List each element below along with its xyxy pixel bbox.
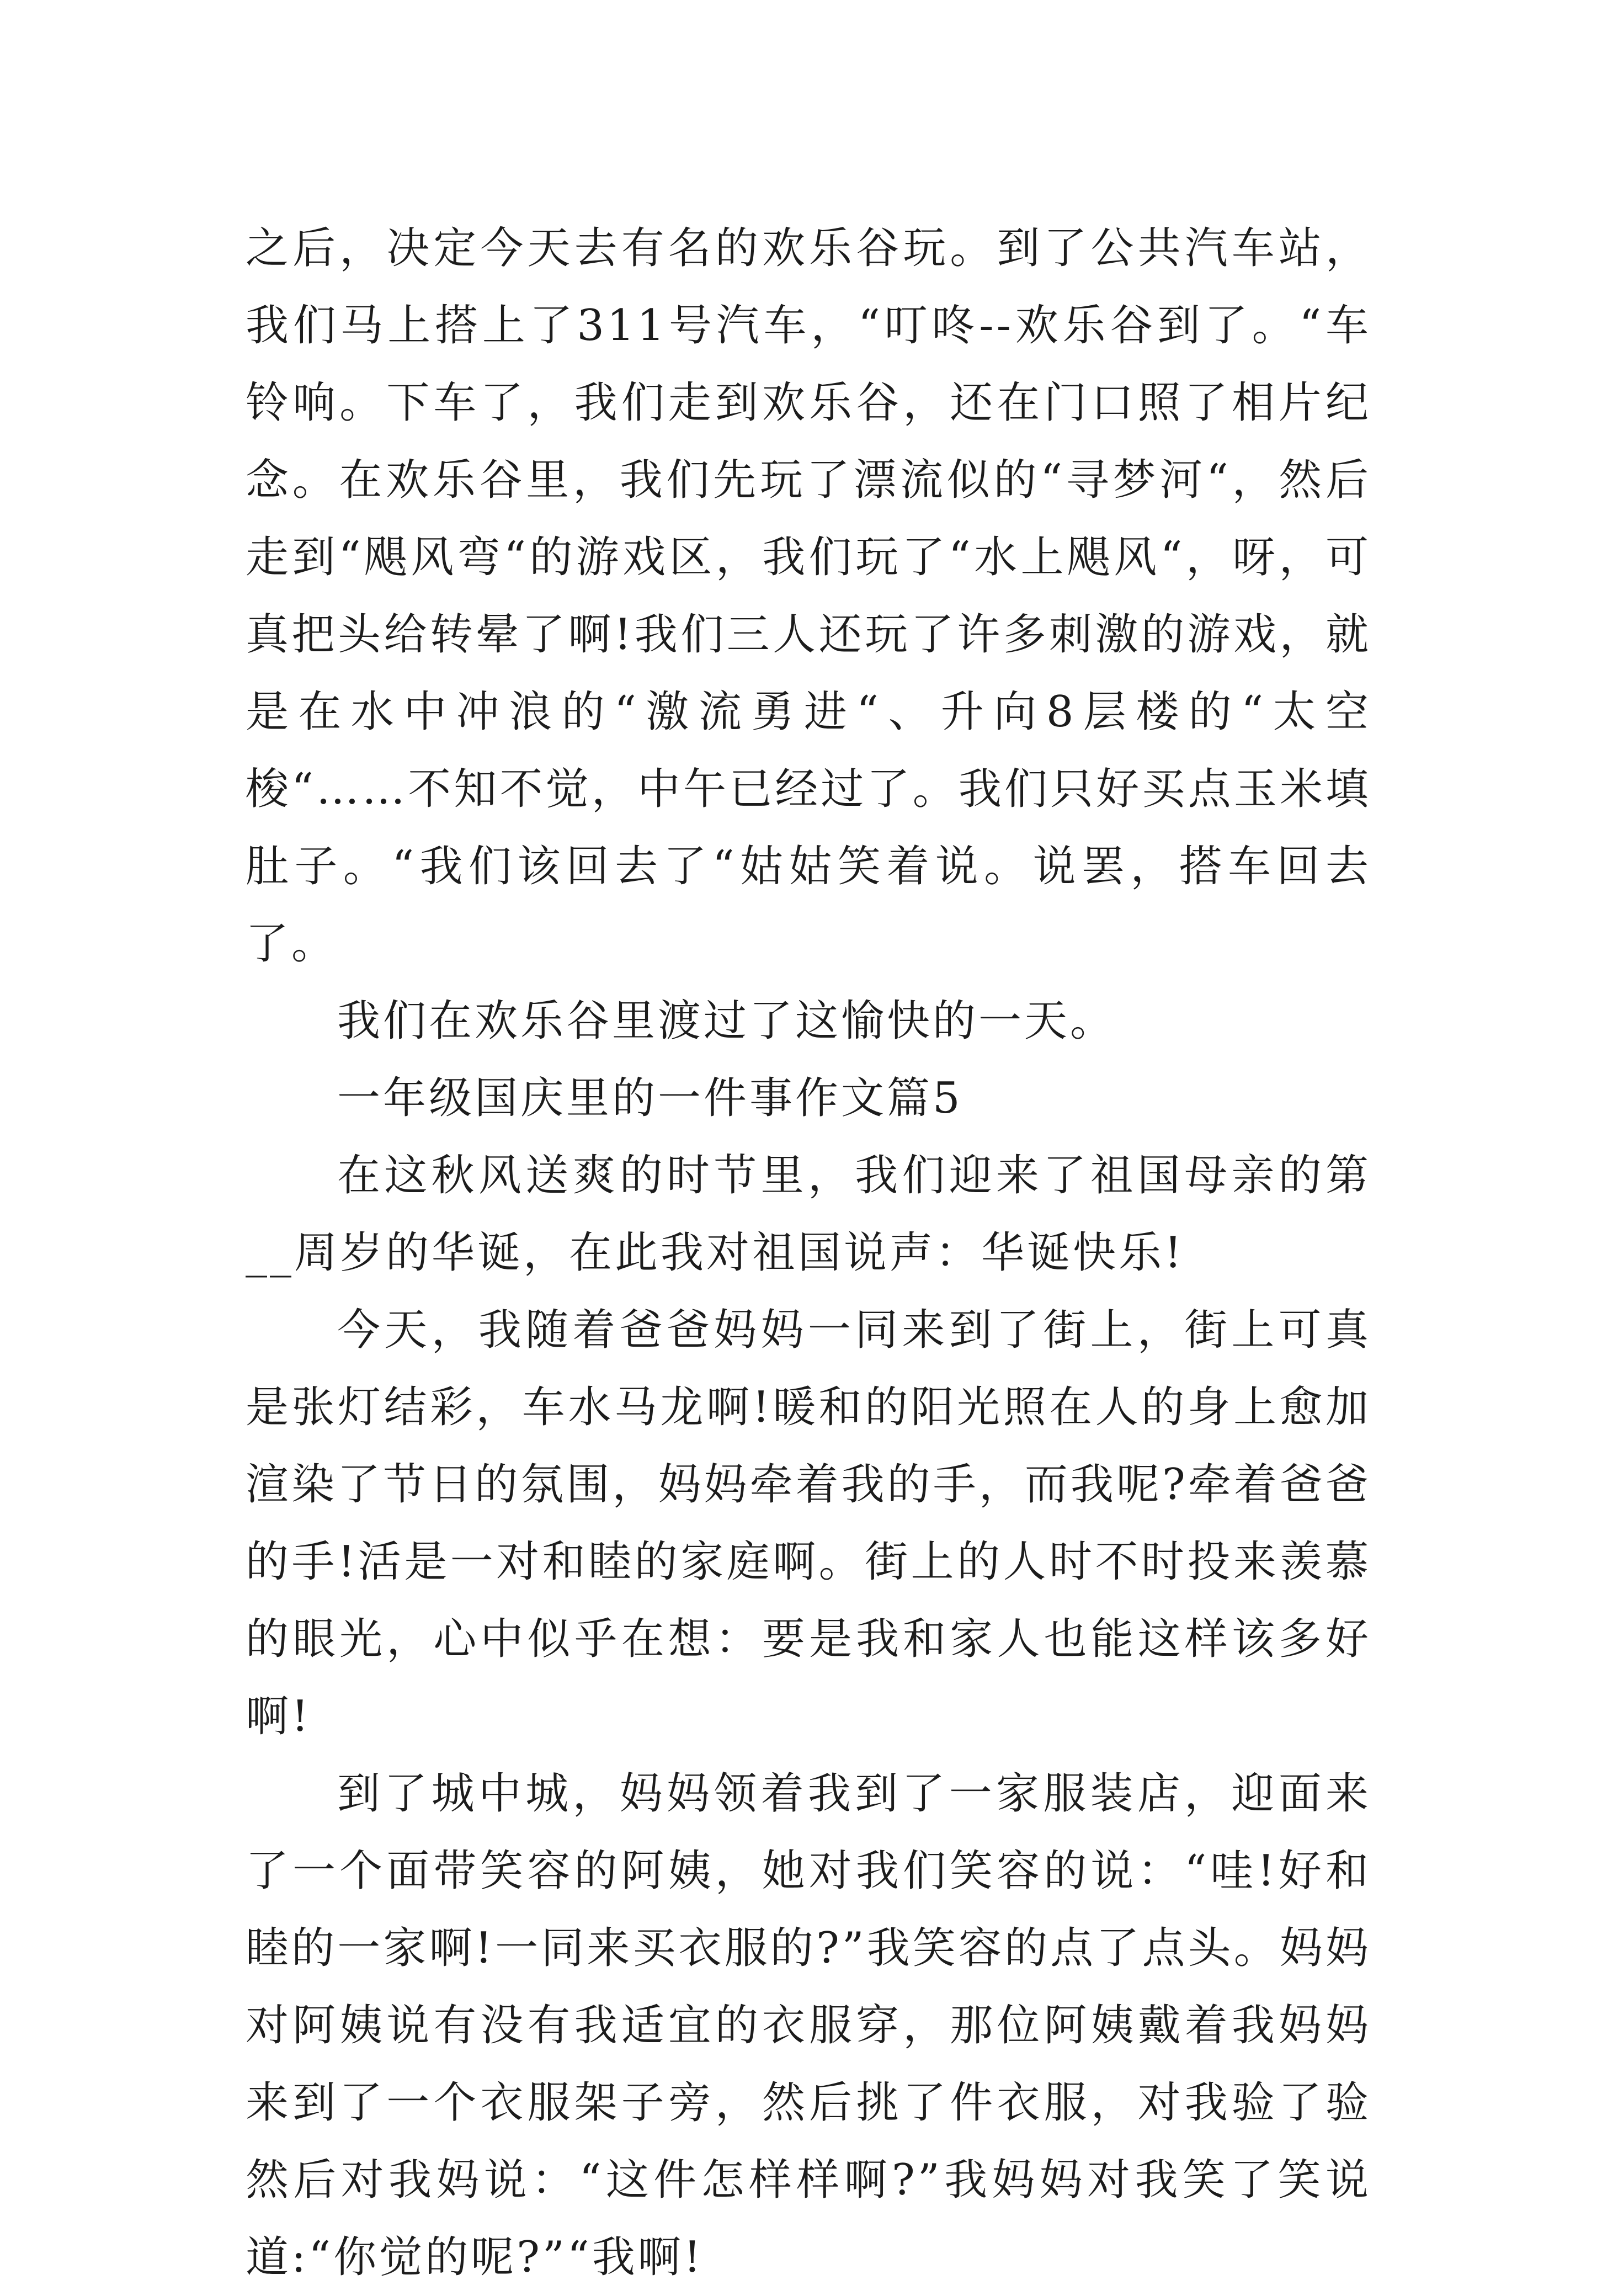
paragraph-2: 我们在欢乐谷里渡过了这愉快的一天。 bbox=[337, 996, 1116, 1046]
section-heading: 一年级国庆里的一件事作文篇5 bbox=[337, 1073, 963, 1123]
paragraph-3: 在这秋风送爽的时节里，我们迎来了祖国母亲的第__周岁的华诞，在此我对祖国说声：华诞快乐! bbox=[246, 1151, 1371, 1278]
paragraph-1: 之后，决定今天去有名的欢乐谷玩。到了公共汽车站，我们马上搭上了311号汽车，“叮咚--欢乐谷到了。“车铃响。下车了，我们走到欢乐谷，还在门口照了相片纪念。在欢乐谷里，我们先玩了漂流似的“寻梦河“，然后走到“飓风弯“的游戏区，我们玩了“水上飓风“，呀，可真把头给转晕了啊!我们三人还玩了许多刺激的游戏，就是在水中冲浪的“激流勇进“、升向8层楼的“太空梭“……不知不觉，中午已经过了。我们只好买点玉米填肚子。“我们该回去了“姑姑笑着说。说罢，搭车回去了。 bbox=[246, 224, 1371, 969]
paragraph-4: 今天，我随着爸爸妈妈一同来到了街上，街上可真是张灯结彩，车水马龙啊!暖和的阳光照在人的身上愈加渲染了节日的氛围，妈妈牵着我的手，而我呢?牵着爸爸的手!活是一对和睦的家庭啊。街上的人时不时投来羡慕的眼光，心中似乎在想：要是我和家人也能这样该多好啊! bbox=[246, 1305, 1371, 1741]
document-body bbox=[246, 210, 1371, 2296]
paragraph-5: 到了城中城，妈妈领着我到了一家服装店，迎面来了一个面带笑容的阿姨，她对我们笑容的说：“哇!好和睦的一家啊!一同来买衣服的?”我笑容的点了点头。妈妈对阿姨说有没有我适宜的衣服穿，那位阿姨戴着我妈妈来到了一个衣服架子旁，然后挑了件衣服，对我验了验然后对我妈说：“这件怎样样啊?”我妈妈对我笑了笑说道:“你觉的呢?”“我啊! bbox=[246, 1769, 1371, 2282]
